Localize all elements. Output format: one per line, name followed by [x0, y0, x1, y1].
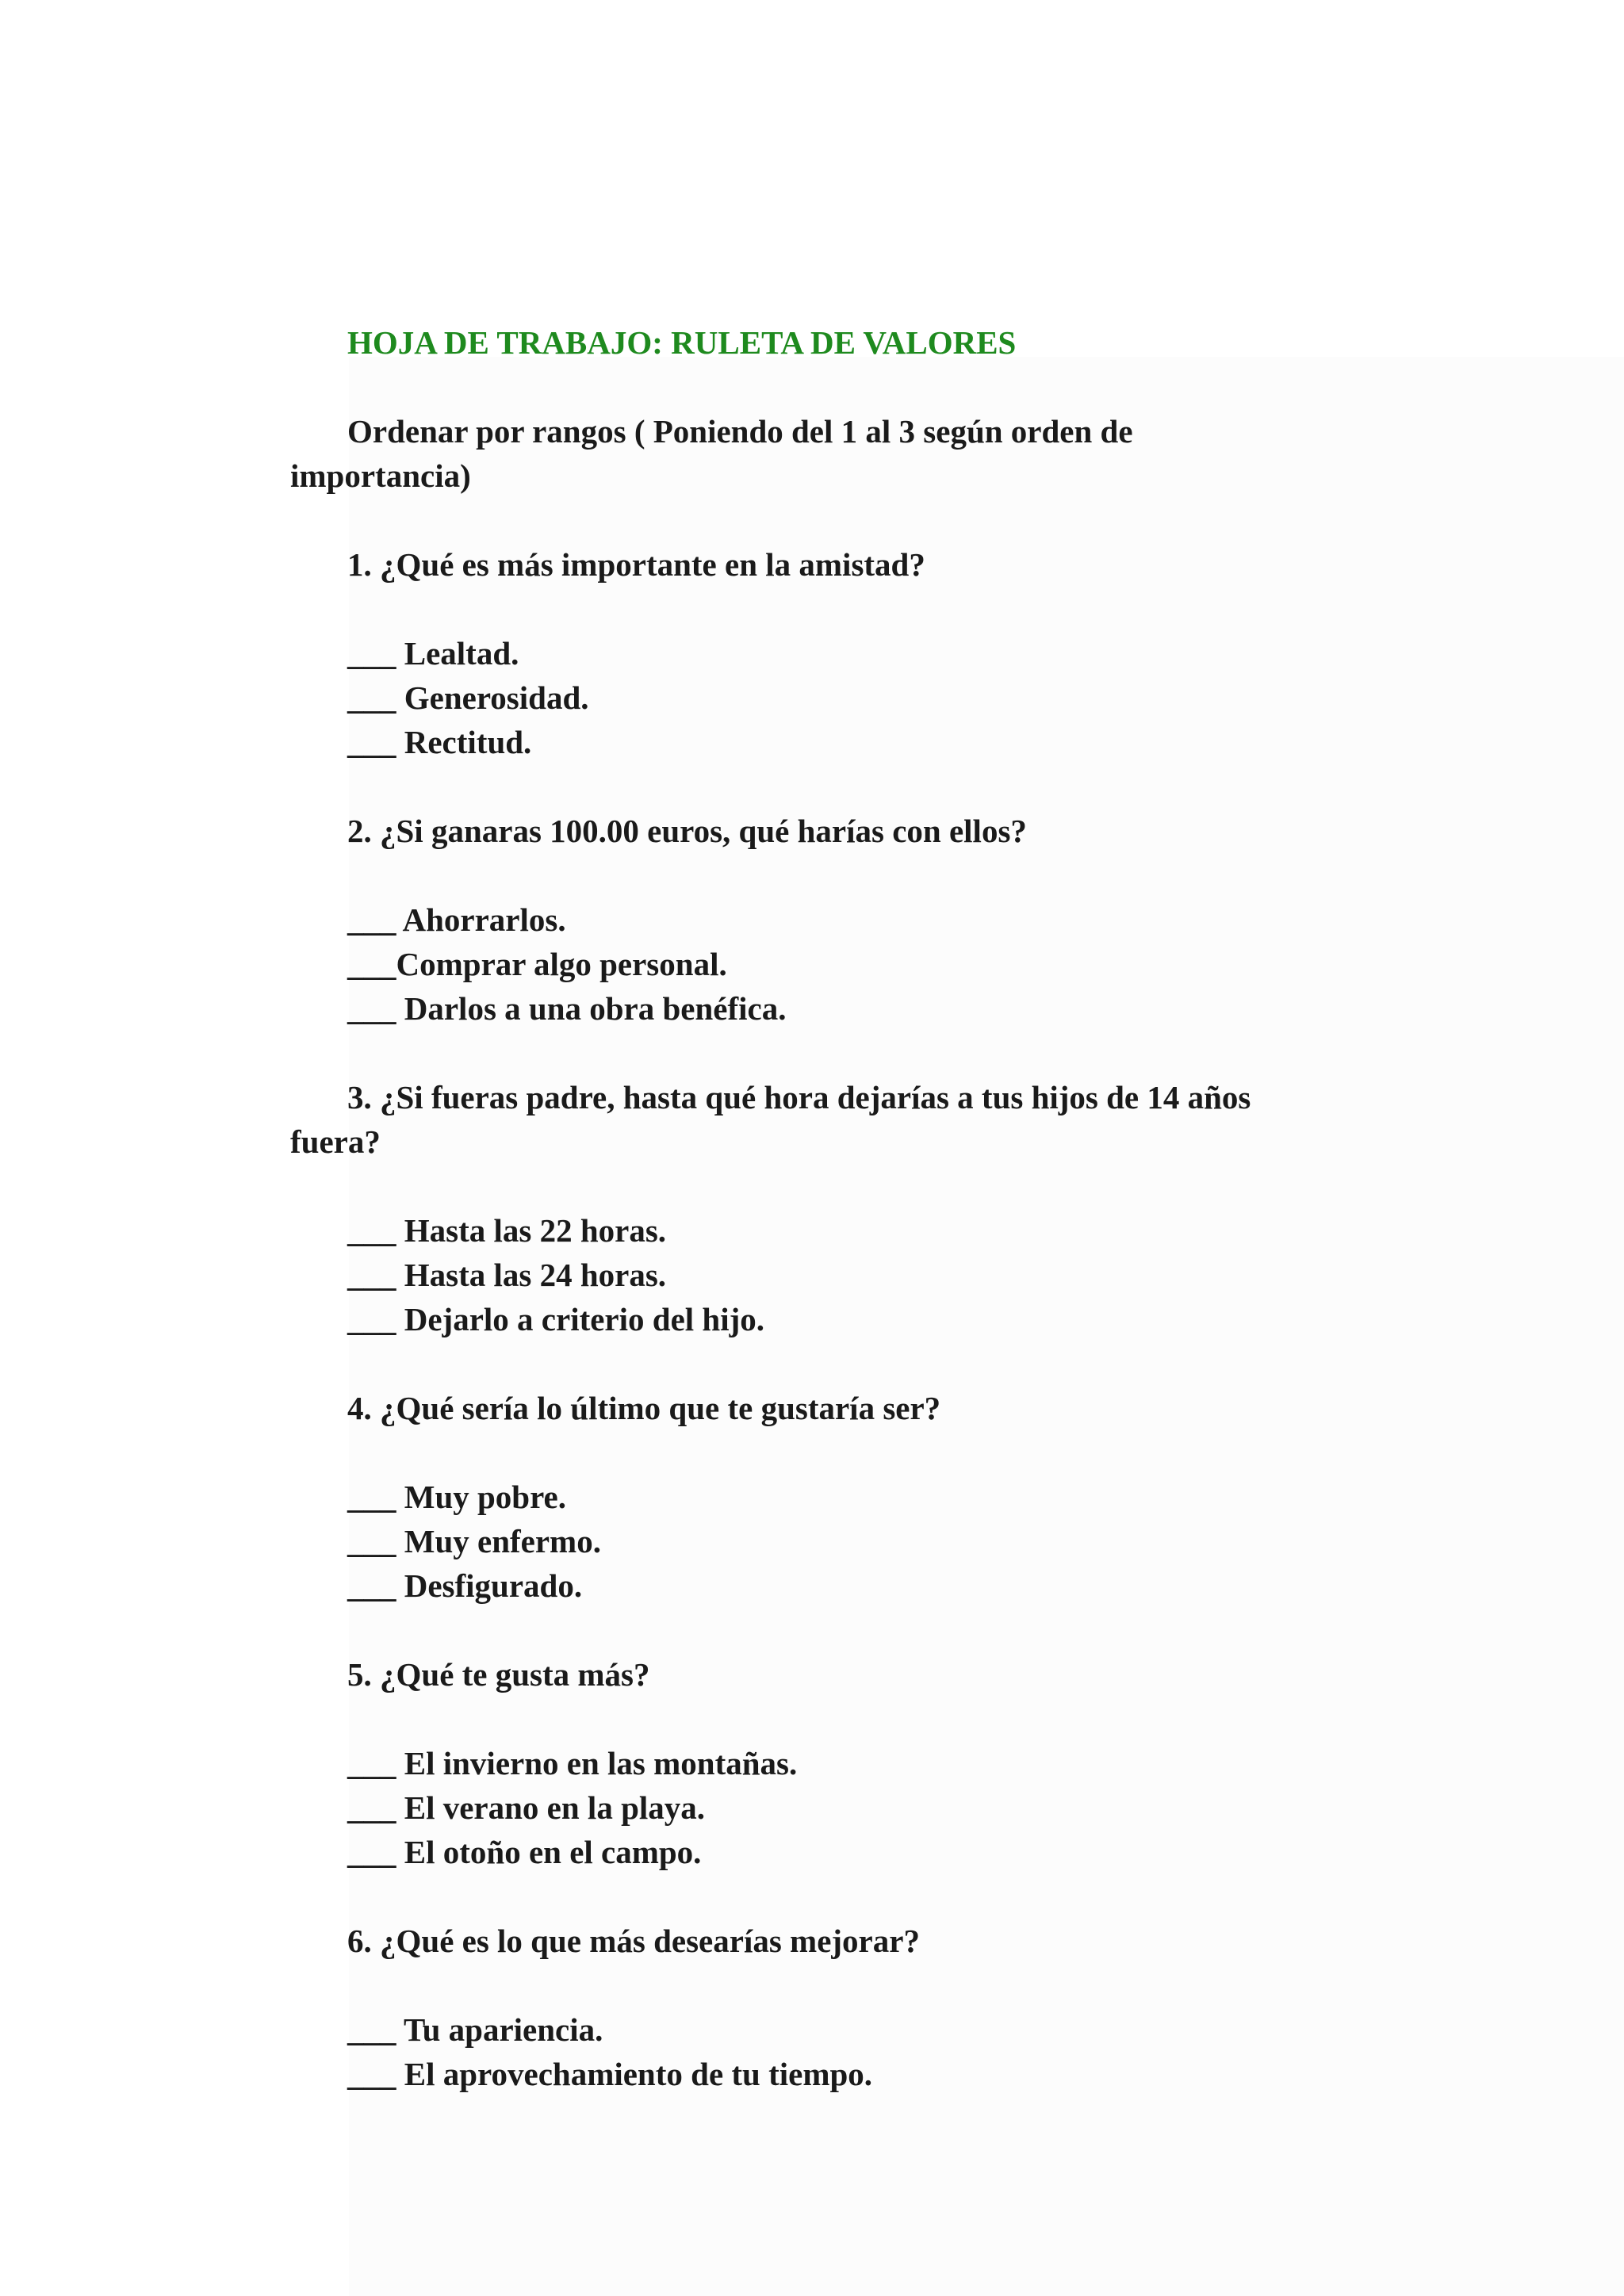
question-text: 5. ¿Qué te gusta más?: [347, 1656, 650, 1693]
question-text: 6. ¿Qué es lo que más desearías mejorar?: [347, 1923, 920, 1959]
instructions-text: Ordenar por rangos ( Poniendo del 1 al 3 según orden de importancia): [290, 413, 1133, 494]
question-text: 1. ¿Qué es más importante en la amistad?: [347, 546, 925, 583]
option-item: ___ El verano en la playa.: [347, 1789, 706, 1826]
option-item: ___ Hasta las 22 horas.: [347, 1212, 667, 1249]
option-item: ___ El invierno en las montañas.: [347, 1745, 798, 1781]
question-block-2: [290, 809, 1305, 1031]
option-list: [290, 897, 1305, 1031]
option-item: ___ Hasta las 24 horas.: [347, 1257, 667, 1293]
option-item: ___ Dejarlo a criterio del hijo.: [347, 1301, 765, 1337]
option-list: [290, 631, 1305, 764]
worksheet-title: HOJA DE TRABAJO: RULETA DE VALORES: [347, 324, 1017, 361]
option-list: [290, 2007, 1305, 2096]
option-list: [290, 1208, 1305, 1341]
option-item: ___Comprar algo personal.: [347, 946, 727, 982]
option-item: ___ Muy pobre.: [347, 1479, 567, 1515]
question-block-6: [290, 1919, 1305, 2096]
question-text: 2. ¿Si ganaras 100.00 euros, qué harías con ellos?: [347, 813, 1027, 849]
option-item: ___ Tu apariencia.: [347, 2011, 603, 2048]
question-text: 4. ¿Qué sería lo último que te gustaría ser?: [347, 1390, 941, 1426]
option-item: ___ Desfigurado.: [347, 1567, 583, 1604]
option-item: ___ Muy enfermo.: [347, 1523, 601, 1559]
question-text: 3. ¿Si fueras padre, hasta qué hora dejarías a tus hijos de 14 años fuera?: [290, 1079, 1251, 1160]
worksheet-content: [290, 320, 1305, 2096]
option-item: ___ Lealtad.: [347, 635, 519, 672]
option-list: [290, 1741, 1305, 1874]
option-item: ___ Ahorrarlos.: [347, 901, 566, 938]
question-block-3: [290, 1075, 1305, 1341]
option-item: ___ Rectitud.: [347, 724, 532, 760]
question-block-5: [290, 1652, 1305, 1874]
option-list: [290, 1475, 1305, 1608]
option-item: ___ Darlos a una obra benéfica.: [347, 990, 787, 1027]
option-item: ___ El otoño en el campo.: [347, 1834, 702, 1870]
option-item: ___ Generosidad.: [347, 679, 589, 716]
option-item: ___ El aprovechamiento de tu tiempo.: [347, 2056, 873, 2092]
question-block-1: [290, 542, 1305, 764]
question-block-4: [290, 1386, 1305, 1608]
